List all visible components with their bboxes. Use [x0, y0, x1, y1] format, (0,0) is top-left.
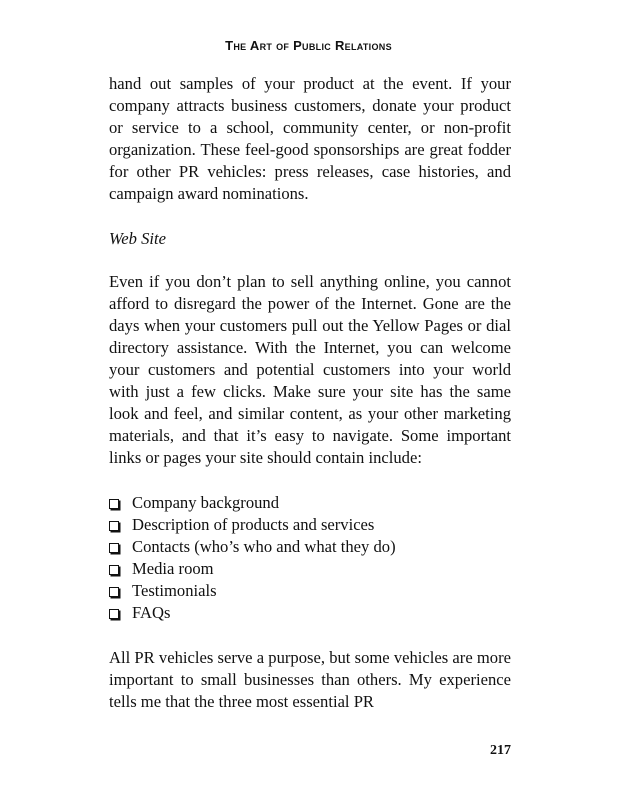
- checkbox-icon: [109, 609, 119, 619]
- checklist-item: [109, 536, 396, 558]
- body-paragraph: All PR vehicles serve a purpose, but some vehicles are more important to small businesses than others. My experience tells me that the three most essential PR: [109, 648, 511, 711]
- checkbox-icon: [109, 543, 119, 553]
- body-paragraph: hand out samples of your product at the event. If your company attracts business customers, donate your product or service to a school, community center, or non-profit organization. These feel-good sponsorships are great fodder for other PR vehicles: press releases, case histories, and campaign award nominations.: [109, 74, 511, 203]
- running-head: The Art of Public Relations: [225, 38, 392, 53]
- checklist-item: [109, 558, 396, 580]
- page-number: 217: [490, 743, 511, 758]
- checkbox-icon: [109, 499, 119, 509]
- checklist-item-label: FAQs: [132, 603, 171, 622]
- body-paragraph: Even if you don’t plan to sell anything online, you cannot afford to disregard the power of the Internet. Gone are the days when your customers pull out the Yellow Pages or dial directory assistance. With the Internet, you can welcome your customers and potential customers into your world with just a few clicks. Make sure your site has the same look and feel, and similar content, as your other marketing materials, and that it’s easy to navigate. Some important links or pages your site should contain include:: [109, 272, 511, 467]
- checklist-item: [109, 492, 396, 514]
- checklist-item-label: Testimonials: [132, 581, 217, 600]
- checkbox-icon: [109, 587, 119, 597]
- checklist-item-label: Company background: [132, 493, 280, 512]
- checklist-item-label: Contacts (who’s who and what they do): [132, 537, 396, 556]
- checklist-item-label: Description of products and services: [132, 515, 375, 534]
- checkbox-icon: [109, 521, 119, 531]
- checklist-item-label: Media room: [132, 559, 214, 578]
- section-heading: Web Site: [109, 229, 166, 248]
- checklist: [109, 492, 396, 624]
- checklist-item: [109, 580, 396, 602]
- checkbox-icon: [109, 565, 119, 575]
- checklist-item: [109, 514, 396, 536]
- checklist-item: [109, 602, 396, 624]
